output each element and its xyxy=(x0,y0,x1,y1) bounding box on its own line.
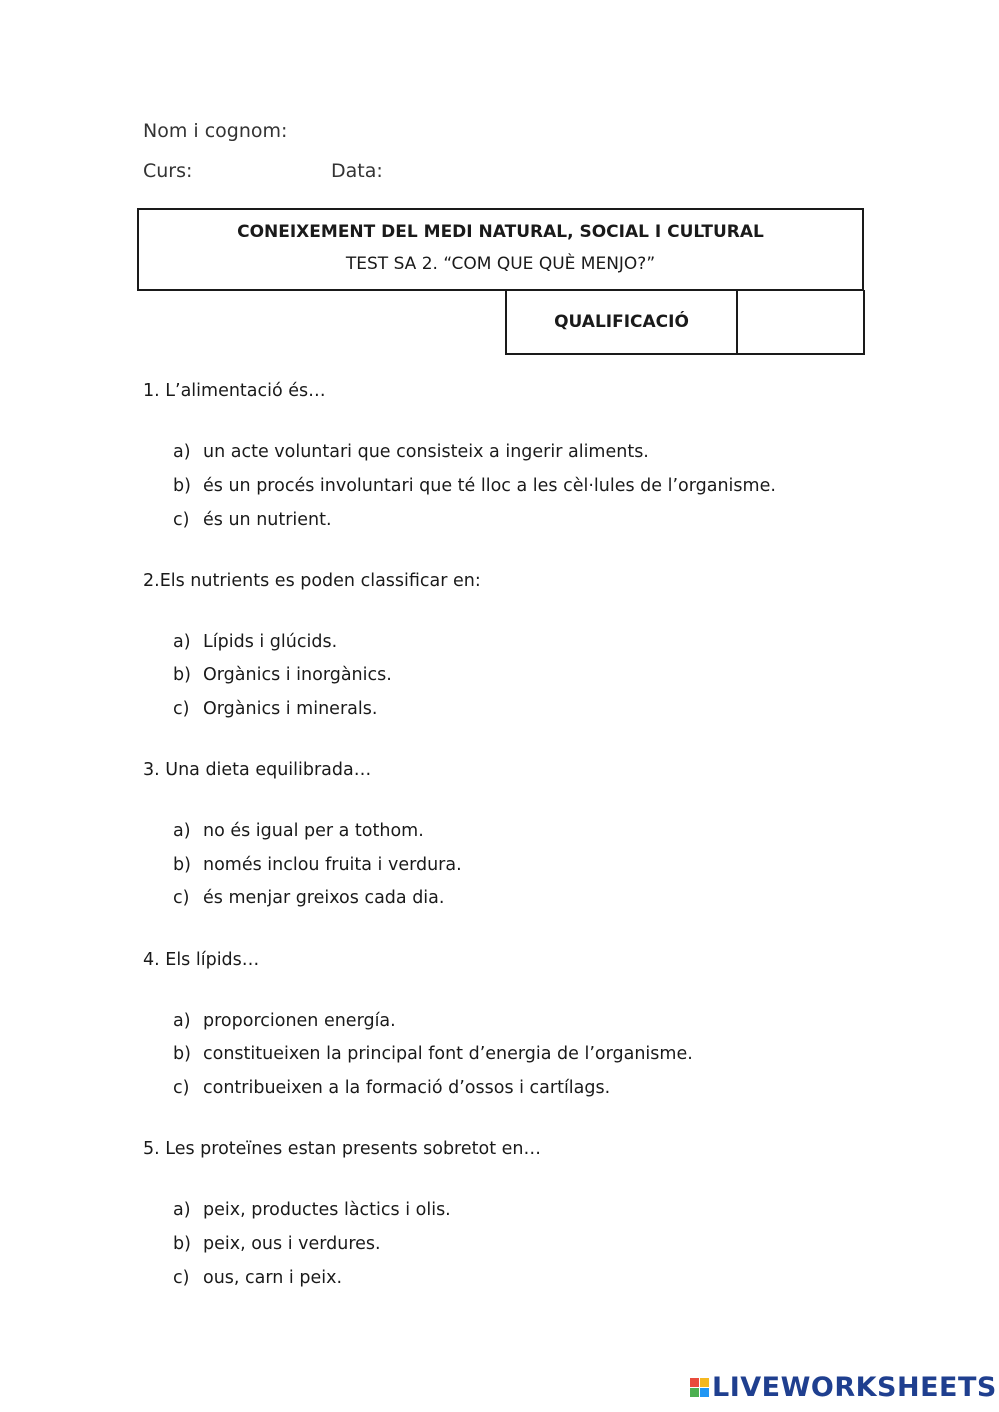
option-letter: c) xyxy=(173,1268,190,1288)
logo-square-green xyxy=(690,1388,699,1397)
option-letter: b) xyxy=(173,855,191,875)
option-1a[interactable] xyxy=(173,442,649,462)
option-text: peix, ous i verdures. xyxy=(203,1234,381,1254)
option-text: contribueixen a la formació d’ossos i cartílags. xyxy=(203,1078,611,1098)
question-3: 3. Una dieta equilibrada… xyxy=(143,760,372,780)
option-letter: b) xyxy=(173,476,191,496)
date-label: Data: xyxy=(331,160,383,182)
subject-title: CONEIXEMENT DEL MEDI NATURAL, SOCIAL I CULTURAL xyxy=(237,222,764,242)
option-3b[interactable] xyxy=(173,855,462,875)
option-text: és un procés involuntari que té lloc a les cèl·lules de l’organisme. xyxy=(203,476,776,496)
option-letter: c) xyxy=(173,1078,190,1098)
grade-label: QUALIFICACIÓ xyxy=(507,290,738,353)
option-letter: a) xyxy=(173,1011,191,1031)
logo-square-blue xyxy=(700,1388,709,1397)
option-1b[interactable] xyxy=(173,476,776,496)
question-2: 2.Els nutrients es poden classificar en: xyxy=(143,571,481,591)
liveworksheets-logo-icon xyxy=(690,1378,709,1397)
logo-square-yellow xyxy=(700,1378,709,1387)
question-4: 4. Els lípids… xyxy=(143,950,260,970)
option-letter: a) xyxy=(173,1200,191,1220)
option-letter: a) xyxy=(173,632,191,652)
option-text: constitueixen la principal font d’energia de l’organisme. xyxy=(203,1044,693,1064)
option-2c[interactable] xyxy=(173,699,377,719)
option-text: ous, carn i peix. xyxy=(203,1268,343,1288)
option-text: un acte voluntari que consisteix a ingerir aliments. xyxy=(203,442,649,462)
option-letter: c) xyxy=(173,888,190,908)
option-text: és un nutrient. xyxy=(203,510,332,530)
option-2b[interactable] xyxy=(173,665,392,685)
option-text: Lípids i glúcids. xyxy=(203,632,338,652)
name-label: Nom i cognom: xyxy=(143,120,288,142)
question-1: 1. L’alimentació és… xyxy=(143,381,326,401)
option-2a[interactable] xyxy=(173,632,337,652)
title-box xyxy=(137,208,864,291)
option-text: Orgànics i minerals. xyxy=(203,699,378,719)
option-text: proporcionen energía. xyxy=(203,1011,396,1031)
option-text: Orgànics i inorgànics. xyxy=(203,665,392,685)
option-text: no és igual per a tothom. xyxy=(203,821,424,841)
course-label: Curs: xyxy=(143,160,193,182)
question-5: 5. Les proteïnes estan presents sobretot en… xyxy=(143,1139,541,1159)
option-letter: b) xyxy=(173,1044,191,1064)
option-5b[interactable] xyxy=(173,1234,381,1254)
option-4a[interactable] xyxy=(173,1011,396,1031)
option-letter: c) xyxy=(173,510,190,530)
option-letter: b) xyxy=(173,665,191,685)
option-5a[interactable] xyxy=(173,1200,451,1220)
liveworksheets-logo[interactable] xyxy=(690,1372,997,1402)
grade-value-field[interactable] xyxy=(738,290,863,353)
logo-square-red xyxy=(690,1378,699,1387)
option-4b[interactable] xyxy=(173,1044,693,1064)
option-4c[interactable] xyxy=(173,1078,610,1098)
option-text: és menjar greixos cada dia. xyxy=(203,888,445,908)
option-letter: c) xyxy=(173,699,190,719)
option-1c[interactable] xyxy=(173,510,332,530)
option-letter: b) xyxy=(173,1234,191,1254)
logo-text: LIVEWORKSHEETS xyxy=(712,1371,997,1403)
option-text: peix, productes làctics i olis. xyxy=(203,1200,451,1220)
option-letter: a) xyxy=(173,821,191,841)
option-3c[interactable] xyxy=(173,888,444,908)
option-5c[interactable] xyxy=(173,1268,342,1288)
test-subtitle: TEST SA 2. “COM QUE QUÈ MENJO?” xyxy=(345,254,656,274)
option-text: només inclou fruita i verdura. xyxy=(203,855,462,875)
option-3a[interactable] xyxy=(173,821,424,841)
grade-box xyxy=(505,290,865,355)
option-letter: a) xyxy=(173,442,191,462)
